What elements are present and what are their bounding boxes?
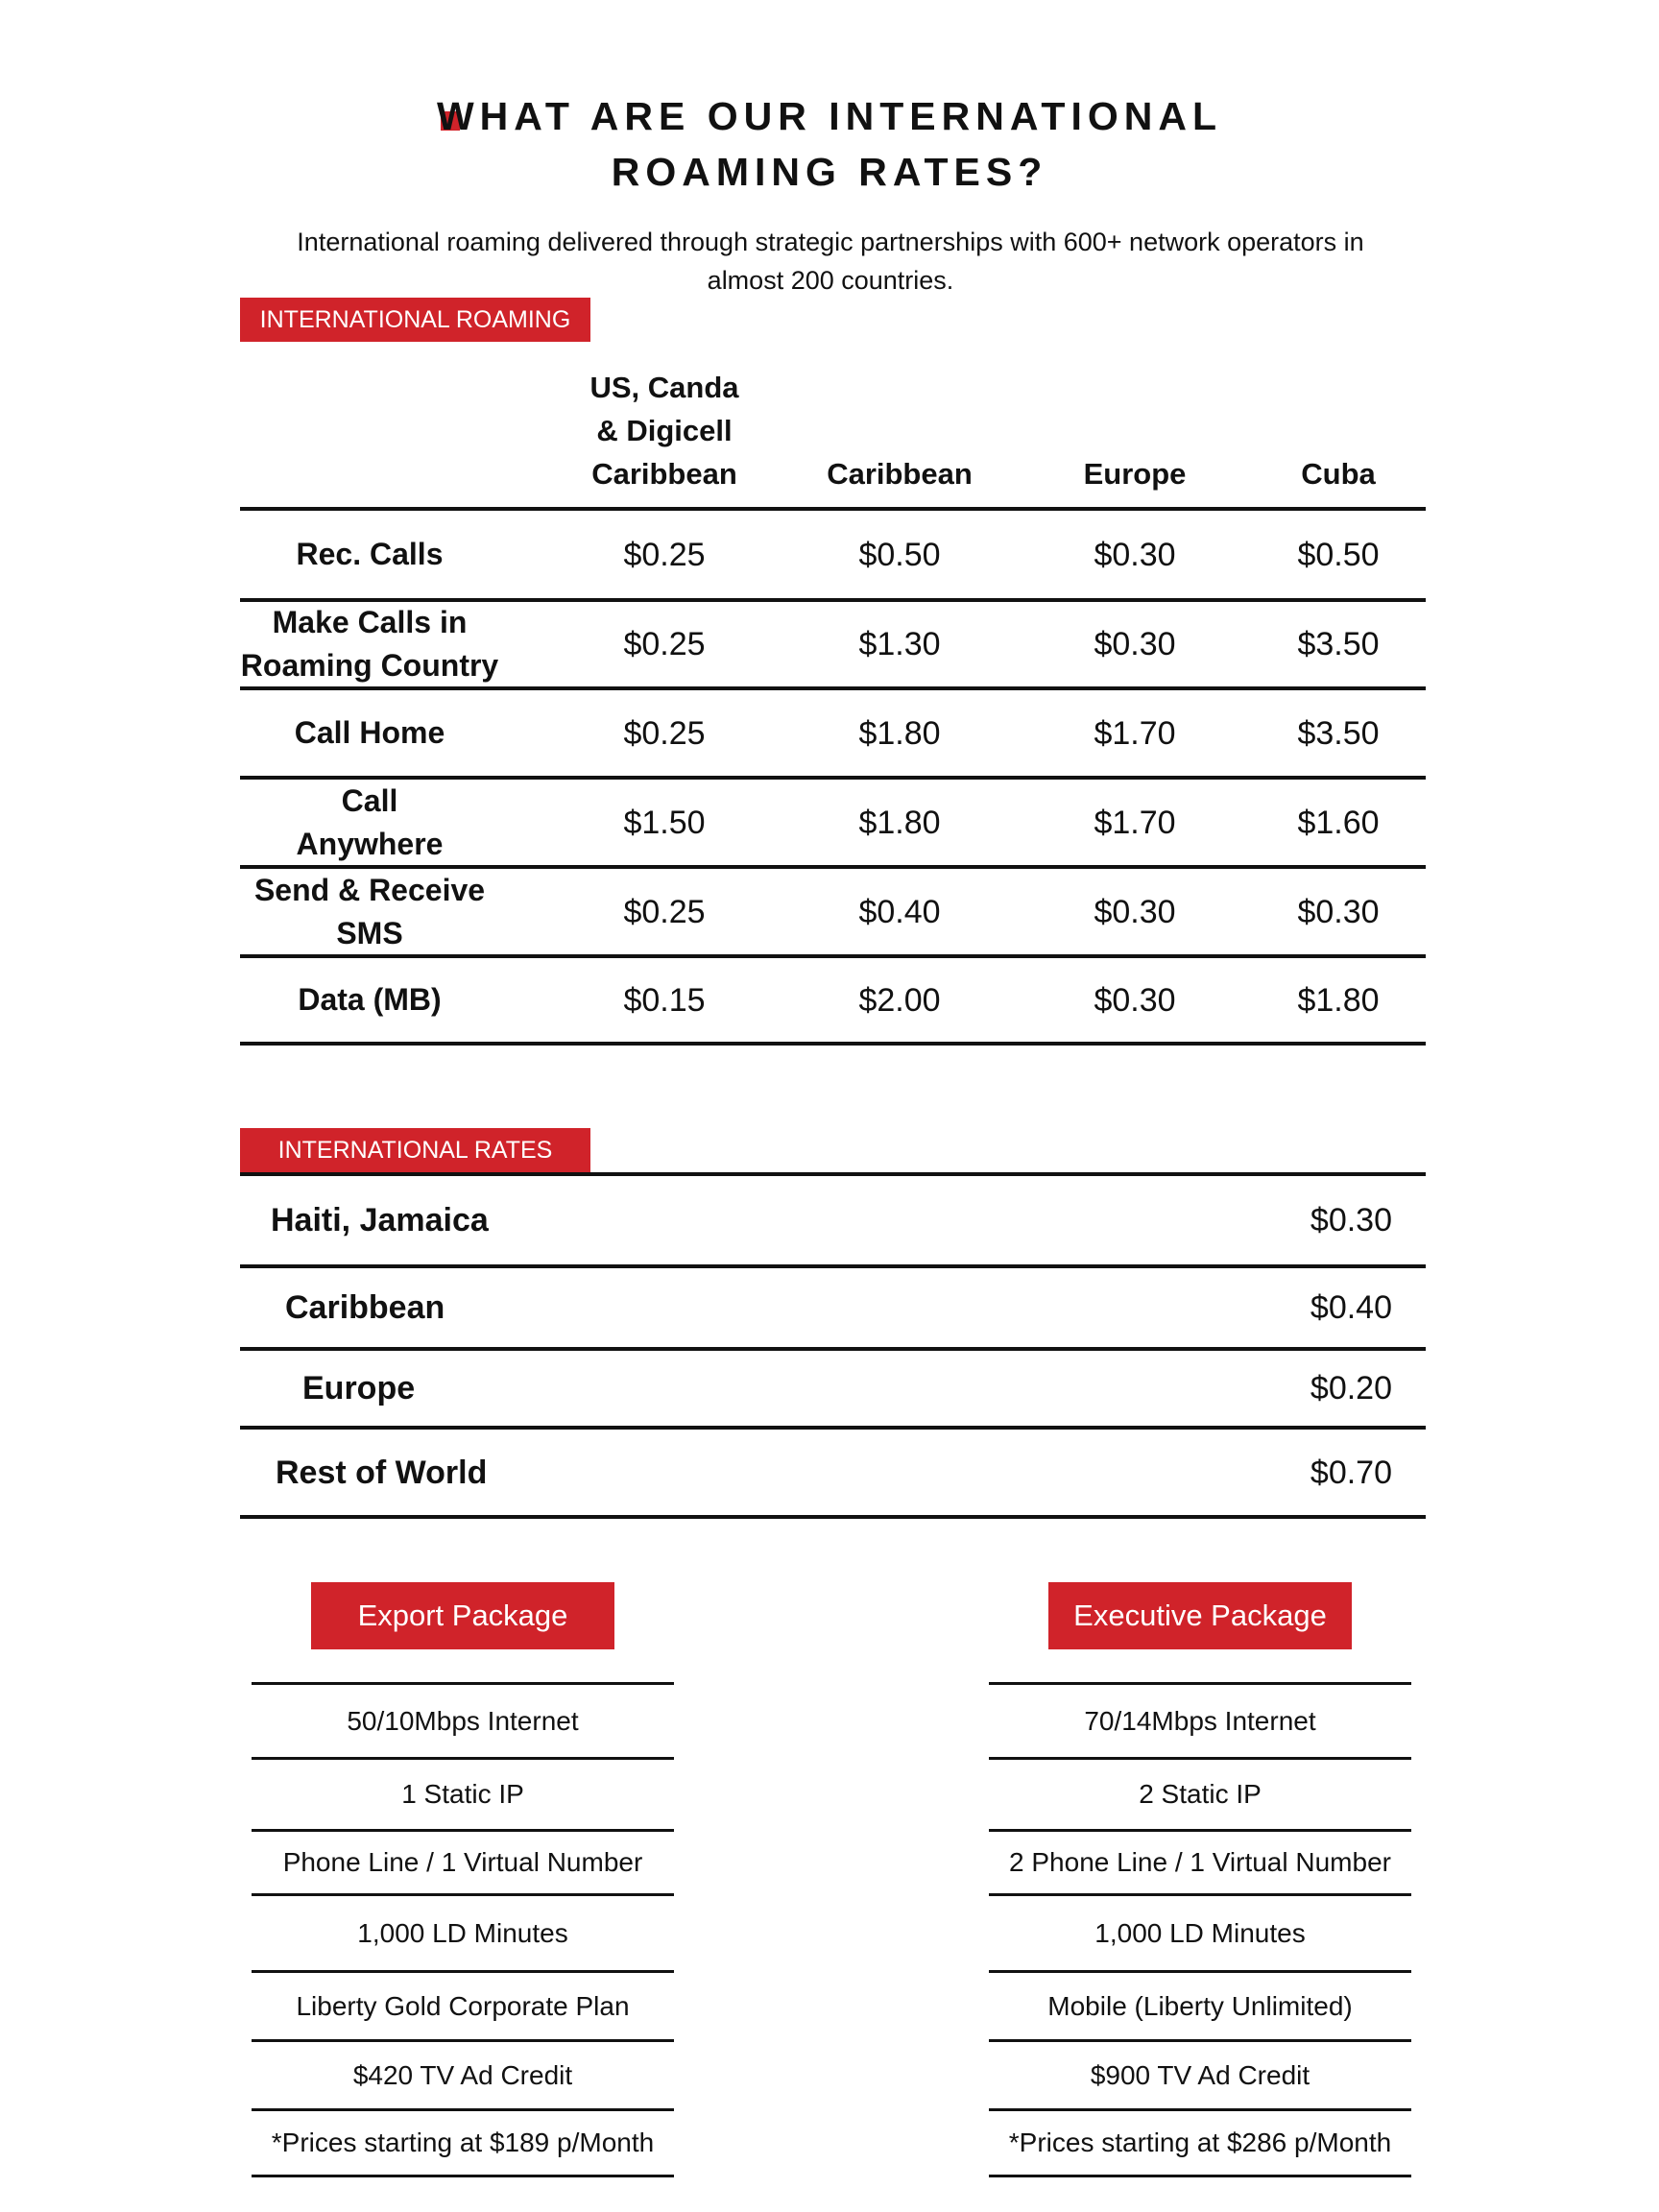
row-label: Roaming Country: [240, 648, 499, 683]
package-divider: [252, 2039, 674, 2042]
rate-cell: $0.30: [1094, 981, 1176, 1019]
package-divider: [252, 2108, 674, 2111]
table-divider: [240, 1426, 1426, 1430]
package-title-button: Executive Package: [1048, 1582, 1352, 1649]
package-feature: *Prices starting at $286 p/Month: [1008, 2128, 1392, 2157]
package-divider: [252, 1682, 674, 1685]
package-divider: [989, 2039, 1411, 2042]
package-feature: Liberty Gold Corporate Plan: [296, 1990, 630, 2021]
package-divider: [252, 1829, 674, 1832]
rate-label: Rest of World: [276, 1454, 488, 1491]
package-divider: [252, 1970, 674, 1973]
rate-cell: $0.40: [858, 893, 941, 930]
table-divider: [240, 1172, 1426, 1176]
package-feature: 1 Static IP: [401, 1779, 524, 1809]
package-feature: 2 Phone Line / 1 Virtual Number: [1009, 1847, 1391, 1877]
rate-cell: $0.30: [1094, 536, 1176, 573]
package-feature: *Prices starting at $189 p/Month: [271, 2128, 655, 2157]
international-rates-tag: INTERNATIONAL RATES: [240, 1128, 590, 1172]
package-feature: 50/10Mbps Internet: [347, 1705, 579, 1736]
rate-cell: $0.25: [623, 536, 706, 573]
rate-cell: $1.80: [1297, 981, 1380, 1019]
package-divider: [989, 1829, 1411, 1832]
row-label: Make Calls in: [272, 605, 468, 639]
rate-cell: $0.15: [623, 981, 706, 1019]
rate-cell: $0.30: [1094, 626, 1176, 662]
package-divider: [252, 1757, 674, 1760]
row-label: Call: [341, 782, 398, 818]
column-header: & Digicell: [596, 414, 733, 447]
table-divider: [240, 1515, 1426, 1519]
rate-cell: $1.50: [623, 804, 706, 841]
package-divider: [989, 1757, 1411, 1760]
rate-value: $0.70: [1310, 1454, 1392, 1491]
row-label: Call Home: [294, 715, 445, 750]
table-divider: [240, 1042, 1426, 1046]
package-divider: [252, 1893, 674, 1896]
package-divider: [252, 2175, 674, 2177]
rate-cell: $0.50: [1297, 536, 1380, 573]
row-label: Anywhere: [296, 826, 444, 861]
rate-cell: $0.30: [1297, 893, 1380, 930]
package-divider: [989, 2175, 1411, 2177]
table-divider: [240, 507, 1426, 511]
column-header: Cuba: [1301, 457, 1376, 491]
rate-cell: $0.50: [858, 536, 941, 573]
package-divider: [989, 1682, 1411, 1685]
rate-cell: $1.80: [858, 804, 941, 841]
package-divider: [989, 1893, 1411, 1896]
rate-label: Europe: [302, 1370, 416, 1407]
rate-cell: $0.30: [1094, 893, 1176, 930]
table-divider: [240, 1264, 1426, 1268]
rate-cell: $3.50: [1297, 626, 1380, 662]
rate-cell: $0.25: [623, 893, 706, 930]
rate-cell: $0.25: [623, 714, 706, 752]
rate-cell: $1.30: [858, 626, 941, 662]
intro-text-line2: almost 200 countries.: [707, 266, 954, 295]
rate-cell: $1.70: [1094, 714, 1176, 752]
row-label: SMS: [336, 915, 403, 950]
package-feature: 1,000 LD Minutes: [357, 1917, 568, 1948]
package-divider: [989, 1970, 1411, 1973]
package-feature: Mobile (Liberty Unlimited): [1047, 1990, 1353, 2021]
rate-value: $0.20: [1310, 1370, 1392, 1407]
package-feature: 70/14Mbps Internet: [1084, 1705, 1316, 1736]
rate-cell: $2.00: [858, 981, 941, 1019]
package-feature: $900 TV Ad Credit: [1090, 2059, 1310, 2090]
rate-cell: $1.80: [858, 714, 941, 752]
table-divider: [240, 954, 1426, 958]
page-title-line2: ROAMING RATES?: [611, 150, 1048, 194]
rate-cell: $1.70: [1094, 804, 1176, 841]
international-roaming-tag: INTERNATIONAL ROAMING: [240, 298, 590, 342]
row-label: Rec. Calls: [296, 537, 444, 571]
package-feature: 2 Static IP: [1139, 1779, 1262, 1809]
column-header: Caribbean: [591, 457, 737, 491]
rate-value: $0.30: [1310, 1202, 1392, 1238]
rate-label: Caribbean: [285, 1289, 445, 1326]
page-title-line1: WHAT ARE OUR INTERNATIONAL: [436, 94, 1222, 138]
rate-cell: $3.50: [1297, 714, 1380, 752]
intro-text-line1: International roaming delivered through strategic partnerships with 600+ network operators in: [297, 228, 1364, 256]
row-label: Send & Receive: [253, 872, 486, 907]
rate-cell: $0.25: [623, 626, 706, 662]
rate-cell: $1.60: [1297, 804, 1380, 841]
rate-value: $0.40: [1310, 1289, 1392, 1326]
package-feature: $420 TV Ad Credit: [352, 2059, 573, 2090]
column-header: Europe: [1083, 457, 1187, 491]
package-title-button: Export Package: [311, 1582, 614, 1649]
table-divider: [240, 1347, 1426, 1351]
rate-label: Haiti, Jamaica: [271, 1202, 489, 1238]
package-feature: 1,000 LD Minutes: [1094, 1917, 1306, 1948]
column-header: US, Canda: [589, 371, 739, 404]
package-divider: [989, 2108, 1411, 2111]
package-feature: Phone Line / 1 Virtual Number: [282, 1847, 643, 1877]
column-header: Caribbean: [827, 457, 973, 491]
row-label: Data (MB): [298, 982, 442, 1017]
